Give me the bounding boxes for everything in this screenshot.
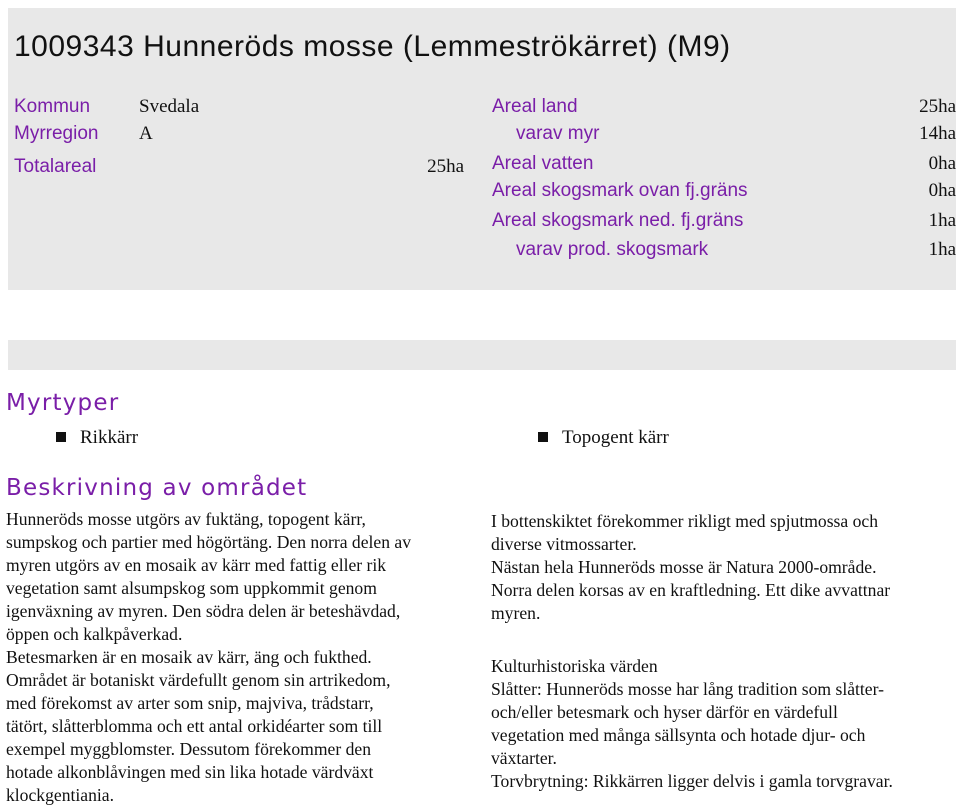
description-line: Nästan hela Hunneröds mosse är Natura 2000-område. <box>491 557 877 577</box>
description-line: Norra delen korsas av en kraftledning. Ett dike avvattnar <box>491 580 891 600</box>
varav-myr-value: 14ha <box>919 123 956 144</box>
myrregion-value: A <box>139 123 153 144</box>
divider-band <box>8 340 956 370</box>
beskrivning-heading: Beskrivning av området <box>6 475 308 501</box>
areal-vatten-value: 0ha <box>928 153 956 174</box>
description-line: med förekomst av arter som snip, majviva, trådstarr, <box>6 693 374 713</box>
myrtyp-item <box>56 427 138 449</box>
areal-vatten-label: Areal vatten <box>492 153 594 174</box>
description-line: sumpskog och partier med högörtäng. Den norra delen av <box>6 532 412 552</box>
areal-skogsmark-ovan-label: Areal skogsmark ovan fj.gräns <box>492 180 748 201</box>
description-line: Hunneröds mosse utgörs av fuktäng, topogent kärr, <box>6 509 366 529</box>
description-left-column <box>6 508 476 807</box>
myrregion-label: Myrregion <box>14 123 99 144</box>
areal-skogsmark-ned-label: Areal skogsmark ned. fj.gräns <box>492 210 744 231</box>
totalareal-label: Totalareal <box>14 156 97 177</box>
myrtyp-item <box>538 427 669 449</box>
myrtyp-item-label: Topogent kärr <box>562 427 669 448</box>
description-right-column-b <box>491 655 956 793</box>
totalareal-value: 25ha <box>427 156 464 177</box>
description-right-column-a <box>491 510 956 625</box>
areal-land-value: 25ha <box>919 96 956 117</box>
description-line: exempel myggblomster. Dessutom förekommer den <box>6 739 371 759</box>
varav-prod-skogsmark-value: 1ha <box>928 239 956 260</box>
description-line: Torvbrytning: Rikkärren ligger delvis i gamla torvgravar. <box>491 771 893 791</box>
page-title: 1009343 Hunneröds mosse (Lemmeströkärret) (M9) <box>14 30 731 63</box>
areal-land-label: Areal land <box>492 96 578 117</box>
description-line: myren. <box>491 603 541 623</box>
description-line: diverse vitmossarter. <box>491 534 637 554</box>
bullet-square-icon <box>538 432 548 442</box>
description-line: igenväxning av myren. Den södra delen är beteshävdad, <box>6 601 401 621</box>
kommun-value: Svedala <box>139 96 200 117</box>
varav-prod-skogsmark-label: varav prod. skogsmark <box>516 239 709 260</box>
description-line: Betesmarken är en mosaik av kärr, äng och fukthed. <box>6 647 372 667</box>
kommun-label: Kommun <box>14 96 91 117</box>
myrtyper-heading: Myrtyper <box>6 390 120 416</box>
kulturhistoriska-heading: Kulturhistoriska värden <box>491 656 658 676</box>
description-line: Området är botaniskt värdefullt genom sin artrikedom, <box>6 670 391 690</box>
description-line: och/eller betesmark och hyser därför en värdefull <box>491 702 838 722</box>
varav-myr-label: varav myr <box>516 123 600 144</box>
description-line: hotade alkonblåvingen med sin lika hotade värdväxt <box>6 762 374 782</box>
description-line: I bottenskiktet förekommer rikligt med spjutmossa och <box>491 511 878 531</box>
description-line: öppen och kalkpåverkad. <box>6 624 183 644</box>
description-line: klockgentiania. <box>6 785 114 805</box>
description-line: Slåtter: Hunneröds mosse har lång tradition som slåtter- <box>491 679 884 699</box>
areal-skogsmark-ovan-value: 0ha <box>928 180 956 201</box>
myrtyp-item-label: Rikkärr <box>80 427 139 448</box>
description-line: myren utgörs av en mosaik av kärr med fattig eller rik <box>6 555 387 575</box>
bullet-square-icon <box>56 432 66 442</box>
description-line: växtarter. <box>491 748 557 768</box>
description-line: vegetation samt alsumpskog som uppkommit genom <box>6 578 377 598</box>
description-line: tätört, slåtterblomma och ett antal orkidéarter som till <box>6 716 383 736</box>
areal-skogsmark-ned-value: 1ha <box>928 210 956 231</box>
description-line: vegetation med många sällsynta och hotade djur- och <box>491 725 866 745</box>
